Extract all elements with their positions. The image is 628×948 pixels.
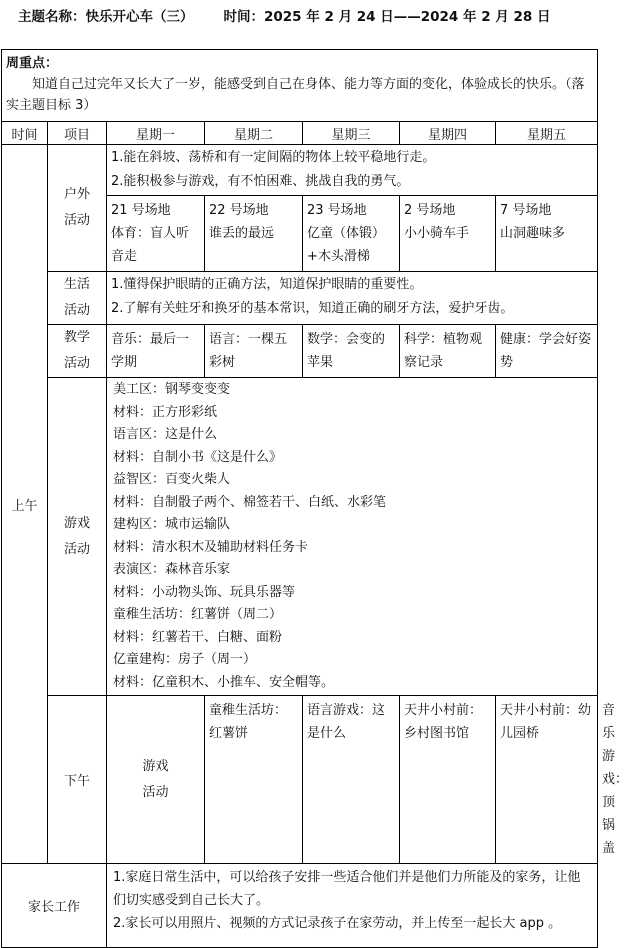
afternoon-wednesday: 天井小村前：乡村图书馆	[400, 696, 496, 864]
list-item: 材料：亿童积木、小推车、安全帽等。	[113, 674, 335, 690]
parent-work-content	[107, 864, 598, 948]
afternoon-tuesday: 语言游戏：这是什么	[303, 696, 400, 864]
outdoor-activity-label	[48, 145, 107, 272]
outdoor-activity: 亿童（体锻）+木头滑梯	[307, 226, 386, 264]
life-label-1: 生活	[63, 277, 90, 292]
list-item: 美工区：钢琴变变变	[113, 382, 231, 397]
date-range: 时间：2025 年 2 月 24 日——2024 年 2 月 28 日	[223, 9, 551, 25]
list-item: 表演区：森林音乐家	[113, 562, 231, 577]
afternoon-thursday: 天井小村前：幼儿园桥	[496, 696, 598, 864]
col-wednesday: 星期三	[303, 122, 400, 145]
col-tuesday: 星期二	[205, 122, 303, 145]
outdoor-venue: 21 号场地	[111, 203, 171, 218]
list-item: 材料：自制小书《这是什么》	[113, 449, 283, 465]
teaching-wednesday: 数学：会变的苹果	[303, 325, 400, 378]
outdoor-label-2: 活动	[63, 213, 90, 228]
afternoon-label: 下午	[48, 696, 107, 864]
teaching-label-2: 活动	[63, 356, 90, 371]
teaching-row	[2, 325, 598, 378]
weekly-focus-heading: 周重点：	[6, 56, 59, 71]
list-item: 益智区：百变火柴人	[113, 472, 231, 487]
outdoor-activity: 谁丢的最远	[209, 226, 275, 241]
list-item: 材料：红薯若干、白糖、面粉	[113, 629, 283, 645]
morning-label: 上午	[2, 145, 48, 864]
outdoor-tuesday	[205, 196, 303, 272]
weekly-focus	[2, 50, 598, 122]
col-monday: 星期一	[107, 122, 205, 145]
life-activity-content	[107, 272, 598, 325]
life-goal-1: 1.懂得保护眼睛的正确方法，知道保护眼睛的重要性。	[111, 277, 423, 292]
afternoon-monday: 童稚生活坊：红薯饼	[205, 696, 303, 864]
list-item: 材料：自制骰子两个、棉签若干、白纸、水彩笔	[113, 494, 387, 510]
parent-work-label: 家长工作	[2, 864, 107, 948]
game-area-list	[107, 378, 598, 696]
list-item: 材料：正方形彩纸	[113, 404, 218, 420]
outdoor-venue: 2 号场地	[404, 203, 456, 218]
outdoor-label-1: 户外	[63, 187, 90, 202]
list-item: 童稚生活坊：红薯饼（周二）	[113, 607, 283, 622]
outdoor-goals	[107, 145, 598, 196]
outdoor-activity: 小小骑车手	[404, 226, 470, 241]
teaching-label-1: 教学	[63, 330, 90, 345]
outdoor-venue: 23 号场地	[307, 203, 367, 218]
game-label-2: 活动	[63, 541, 90, 557]
outdoor-thursday	[400, 196, 496, 272]
teaching-monday: 音乐：最后一学期	[107, 325, 205, 378]
col-item: 项目	[48, 122, 107, 145]
weekly-focus-text: 知道自己过完年又长大了一岁，能感受到自己在身体、能力等方面的变化，体验成长的快乐。（落实主题目标 3）	[6, 77, 585, 113]
outdoor-activity: 体育：盲人听音走	[111, 226, 190, 264]
life-label-2: 活动	[63, 303, 90, 318]
parent-tip-1: 1.家庭日常生活中，可以给孩子安排一些适合他们并是他们力所能及的家务，让他们切实感受到自己长大了。	[113, 870, 581, 908]
life-activity-label	[48, 272, 107, 325]
col-time: 时间	[2, 122, 48, 145]
list-item: 材料：清水积木及辅助材料任务卡	[113, 539, 309, 555]
game-label-1: 游戏	[63, 515, 90, 531]
outdoor-wednesday	[303, 196, 400, 272]
life-goal-2: 2.了解有关蛀牙和换牙的基本常识，知道正确的刷牙方法，爱护牙齿。	[111, 301, 514, 316]
list-item: 语言区：这是什么	[113, 427, 218, 442]
teaching-friday: 健康：学会好姿势	[496, 325, 598, 378]
theme-name: 主题名称：快乐开心车（三）	[18, 9, 194, 25]
afternoon-row: 下午 游戏 活动 童稚生活坊：红薯饼 语言游戏：这是什么 天井小村前：乡村图书馆 天井小村前：幼儿园桥 音乐游戏：顶锅盖	[2, 696, 598, 864]
outdoor-venue: 22 号场地	[209, 203, 269, 218]
list-item: 材料：小动物头饰、玩具乐器等	[113, 584, 296, 600]
afternoon-game-label-1: 游戏	[142, 758, 169, 774]
teaching-tuesday: 语言：一棵五彩树	[205, 325, 303, 378]
teaching-activity-label	[48, 325, 107, 378]
outdoor-friday	[496, 196, 598, 272]
outdoor-goal-2: 2.能积极参与游戏，有不怕困难、挑战自我的勇气。	[111, 174, 410, 189]
document-title	[18, 6, 578, 28]
weekly-plan-table	[1, 49, 628, 948]
outdoor-activity: 山洞趣味多	[500, 226, 566, 241]
list-item: 建构区：城市运输队	[113, 517, 231, 532]
col-friday: 星期五	[496, 122, 598, 145]
teaching-thursday: 科学：植物观察记录	[400, 325, 496, 378]
parent-tip-2: 2.家长可以用照片、视频的方式记录孩子在家劳动，并上传至一起长大 app 。	[113, 916, 562, 931]
outdoor-goal-1: 1.能在斜坡、荡桥和有一定间隔的物体上较平稳地行走。	[111, 150, 436, 165]
list-item: 亿童建构：房子（周一）	[113, 652, 257, 667]
col-thursday: 星期四	[400, 122, 496, 145]
outdoor-venue: 7 号场地	[500, 203, 552, 218]
outdoor-monday	[107, 196, 205, 272]
column-header-row	[2, 122, 598, 145]
parents-row	[2, 864, 598, 948]
game-activity-label	[48, 378, 107, 696]
afternoon-game-label-2: 活动	[142, 784, 169, 800]
afternoon-game-label	[107, 696, 205, 864]
